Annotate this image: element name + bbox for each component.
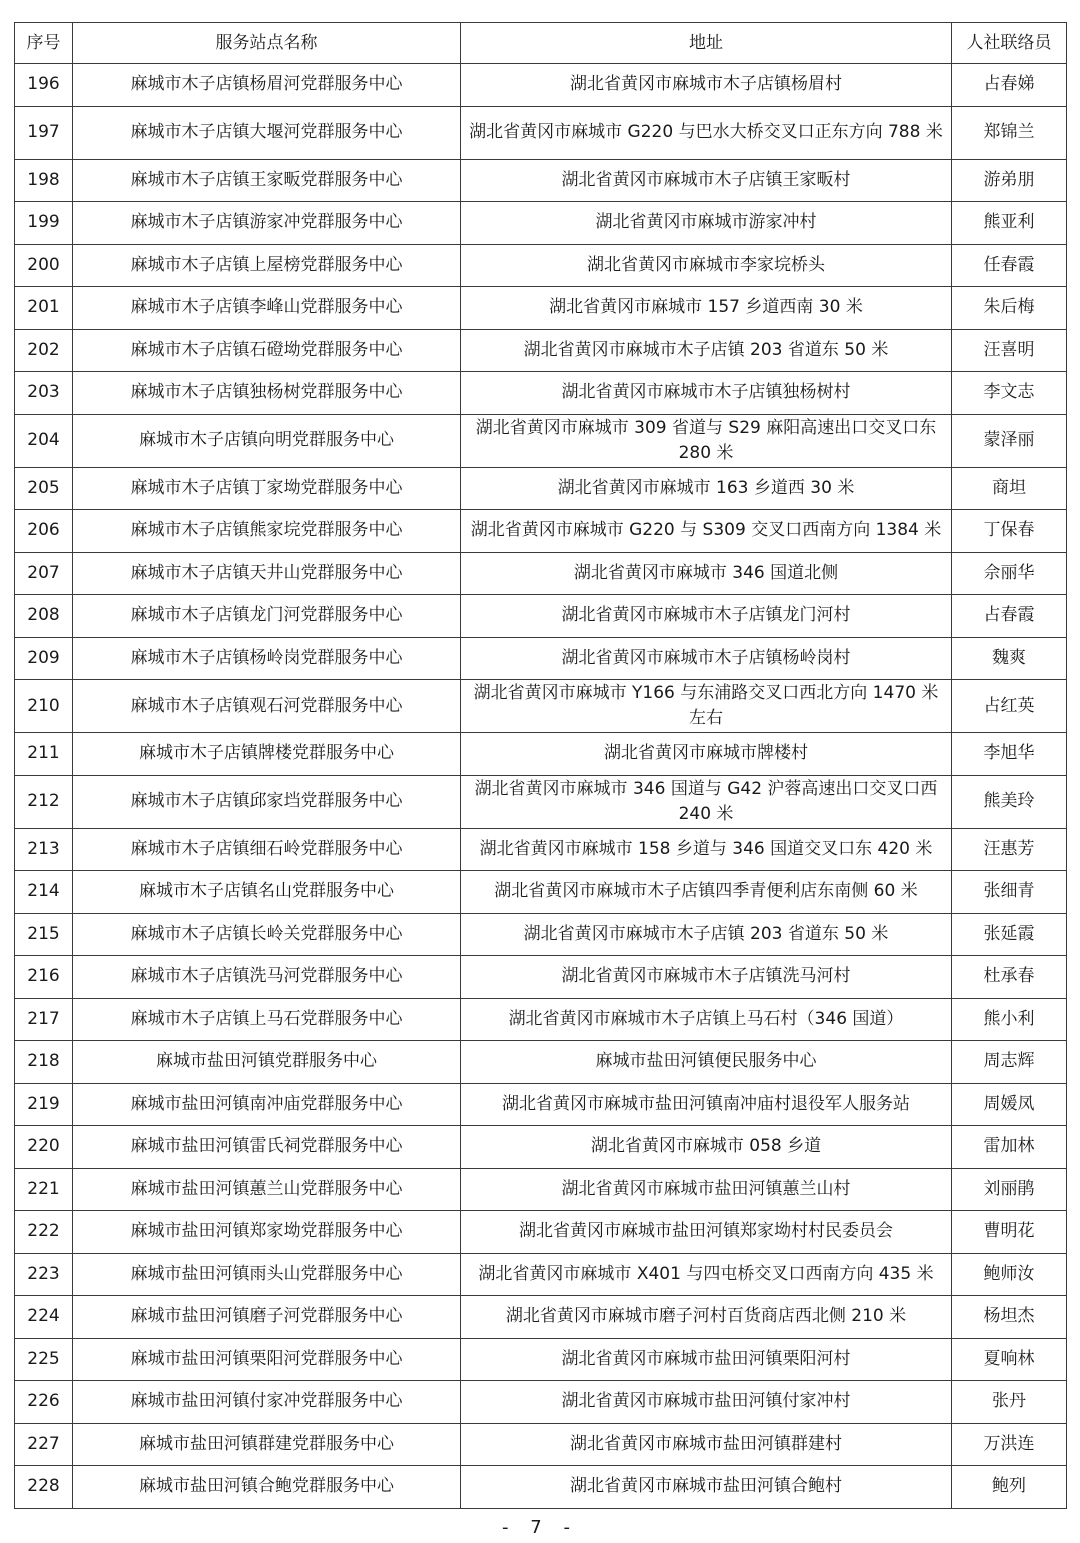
service-station-table: [14, 22, 1067, 1509]
table-row: [15, 1466, 1067, 1509]
cell-address: 麻城市盐田河镇便民服务中心: [461, 1041, 952, 1084]
table-row: [15, 1083, 1067, 1126]
cell-liaison: 张丹: [952, 1381, 1067, 1424]
cell-serial-number: 207: [15, 552, 73, 595]
cell-address: 湖北省黄冈市麻城市木子店镇独杨树村: [461, 372, 952, 415]
table-row: [15, 159, 1067, 202]
header-address: 地址: [461, 23, 952, 64]
cell-station-name: 麻城市盐田河镇党群服务中心: [73, 1041, 461, 1084]
cell-serial-number: 196: [15, 64, 73, 107]
cell-liaison: 张细青: [952, 871, 1067, 914]
cell-liaison: 熊小利: [952, 998, 1067, 1041]
cell-serial-number: 198: [15, 159, 73, 202]
cell-address: 湖北省黄冈市麻城市盐田河镇郑家坳村村民委员会: [461, 1211, 952, 1254]
cell-address: 湖北省黄冈市麻城市 Y166 与东浦路交叉口西北方向 1470 米左右: [461, 680, 952, 733]
cell-serial-number: 200: [15, 244, 73, 287]
cell-liaison: 占春霞: [952, 595, 1067, 638]
cell-address: 湖北省黄冈市麻城市盐田河镇栗阳河村: [461, 1338, 952, 1381]
cell-address: 湖北省黄冈市麻城市木子店镇 203 省道东 50 米: [461, 913, 952, 956]
cell-liaison: 雷加林: [952, 1126, 1067, 1169]
cell-station-name: 麻城市木子店镇李峰山党群服务中心: [73, 287, 461, 330]
table-row: [15, 913, 1067, 956]
table-row: [15, 1168, 1067, 1211]
cell-serial-number: 213: [15, 828, 73, 871]
table-row: [15, 680, 1067, 733]
cell-serial-number: 197: [15, 106, 73, 159]
cell-serial-number: 227: [15, 1423, 73, 1466]
cell-station-name: 麻城市木子店镇龙门河党群服务中心: [73, 595, 461, 638]
cell-serial-number: 218: [15, 1041, 73, 1084]
table-row: [15, 956, 1067, 999]
cell-liaison: 熊美玲: [952, 775, 1067, 828]
cell-liaison: 杨坦杰: [952, 1296, 1067, 1339]
cell-station-name: 麻城市盐田河镇郑家坳党群服务中心: [73, 1211, 461, 1254]
cell-address: 湖北省黄冈市麻城市 157 乡道西南 30 米: [461, 287, 952, 330]
cell-station-name: 麻城市盐田河镇合鲍党群服务中心: [73, 1466, 461, 1509]
table-row: [15, 1041, 1067, 1084]
table-row: [15, 329, 1067, 372]
cell-address: 湖北省黄冈市麻城市李家垸桥头: [461, 244, 952, 287]
cell-liaison: 张延霞: [952, 913, 1067, 956]
cell-liaison: 鲍列: [952, 1466, 1067, 1509]
table-row: [15, 106, 1067, 159]
cell-address: 湖北省黄冈市麻城市 346 国道与 G42 沪蓉高速出口交叉口西 240 米: [461, 775, 952, 828]
cell-liaison: 鲍师汝: [952, 1253, 1067, 1296]
cell-serial-number: 219: [15, 1083, 73, 1126]
cell-address: 湖北省黄冈市麻城市盐田河镇付家冲村: [461, 1381, 952, 1424]
header-liaison: 人社联络员: [952, 23, 1067, 64]
cell-station-name: 麻城市盐田河镇磨子河党群服务中心: [73, 1296, 461, 1339]
cell-serial-number: 209: [15, 637, 73, 680]
cell-station-name: 麻城市木子店镇洗马河党群服务中心: [73, 956, 461, 999]
table-row: [15, 414, 1067, 467]
cell-serial-number: 222: [15, 1211, 73, 1254]
cell-liaison: 蒙泽丽: [952, 414, 1067, 467]
cell-station-name: 麻城市木子店镇名山党群服务中心: [73, 871, 461, 914]
cell-station-name: 麻城市木子店镇牌楼党群服务中心: [73, 733, 461, 776]
cell-liaison: 商坦: [952, 467, 1067, 510]
cell-address: 湖北省黄冈市麻城市 X401 与四屯桥交叉口西南方向 435 米: [461, 1253, 952, 1296]
table-row: [15, 1126, 1067, 1169]
cell-liaison: 佘丽华: [952, 552, 1067, 595]
cell-serial-number: 223: [15, 1253, 73, 1296]
cell-serial-number: 228: [15, 1466, 73, 1509]
cell-serial-number: 203: [15, 372, 73, 415]
cell-station-name: 麻城市盐田河镇雷氏祠党群服务中心: [73, 1126, 461, 1169]
cell-liaison: 朱后梅: [952, 287, 1067, 330]
cell-address: 湖北省黄冈市麻城市 G220 与 S309 交叉口西南方向 1384 米: [461, 510, 952, 553]
cell-address: 湖北省黄冈市麻城市游家冲村: [461, 202, 952, 245]
table-row: [15, 637, 1067, 680]
table-row: [15, 1381, 1067, 1424]
cell-liaison: 刘丽鹃: [952, 1168, 1067, 1211]
table-header-row: [15, 23, 1067, 64]
cell-station-name: 麻城市木子店镇上马石党群服务中心: [73, 998, 461, 1041]
cell-address: 湖北省黄冈市麻城市 309 省道与 S29 麻阳高速出口交叉口东 280 米: [461, 414, 952, 467]
table-row: [15, 1423, 1067, 1466]
cell-address: 湖北省黄冈市麻城市牌楼村: [461, 733, 952, 776]
cell-address: 湖北省黄冈市麻城市盐田河镇群建村: [461, 1423, 952, 1466]
cell-station-name: 麻城市木子店镇杨岭岗党群服务中心: [73, 637, 461, 680]
cell-liaison: 任春霞: [952, 244, 1067, 287]
table-row: [15, 372, 1067, 415]
cell-station-name: 麻城市木子店镇天井山党群服务中心: [73, 552, 461, 595]
table-row: [15, 1296, 1067, 1339]
cell-address: 湖北省黄冈市麻城市 G220 与巴水大桥交叉口正东方向 788 米: [461, 106, 952, 159]
cell-address: 湖北省黄冈市麻城市盐田河镇南冲庙村退役军人服务站: [461, 1083, 952, 1126]
cell-station-name: 麻城市木子店镇上屋榜党群服务中心: [73, 244, 461, 287]
cell-address: 湖北省黄冈市麻城市木子店镇四季青便利店东南侧 60 米: [461, 871, 952, 914]
cell-serial-number: 199: [15, 202, 73, 245]
cell-serial-number: 205: [15, 467, 73, 510]
cell-station-name: 麻城市木子店镇邱家垱党群服务中心: [73, 775, 461, 828]
cell-station-name: 麻城市木子店镇熊家垸党群服务中心: [73, 510, 461, 553]
cell-liaison: 李文志: [952, 372, 1067, 415]
cell-serial-number: 214: [15, 871, 73, 914]
cell-address: 湖北省黄冈市麻城市木子店镇上马石村（346 国道）: [461, 998, 952, 1041]
cell-address: 湖北省黄冈市麻城市木子店镇杨岭岗村: [461, 637, 952, 680]
cell-station-name: 麻城市木子店镇观石河党群服务中心: [73, 680, 461, 733]
cell-station-name: 麻城市盐田河镇栗阳河党群服务中心: [73, 1338, 461, 1381]
table-row: [15, 775, 1067, 828]
cell-liaison: 占红英: [952, 680, 1067, 733]
cell-address: 湖北省黄冈市麻城市 158 乡道与 346 国道交叉口东 420 米: [461, 828, 952, 871]
cell-liaison: 占春娣: [952, 64, 1067, 107]
header-station-name: 服务站点名称: [73, 23, 461, 64]
cell-station-name: 麻城市盐田河镇南冲庙党群服务中心: [73, 1083, 461, 1126]
table-row: [15, 64, 1067, 107]
table-row: [15, 871, 1067, 914]
cell-address: 湖北省黄冈市麻城市盐田河镇蕙兰山村: [461, 1168, 952, 1211]
cell-liaison: 夏响林: [952, 1338, 1067, 1381]
cell-liaison: 郑锦兰: [952, 106, 1067, 159]
table-row: [15, 202, 1067, 245]
cell-liaison: 游弟朋: [952, 159, 1067, 202]
cell-serial-number: 215: [15, 913, 73, 956]
cell-address: 湖北省黄冈市麻城市木子店镇 203 省道东 50 米: [461, 329, 952, 372]
header-serial-number: 序号: [15, 23, 73, 64]
table-row: [15, 1211, 1067, 1254]
cell-serial-number: 212: [15, 775, 73, 828]
cell-station-name: 麻城市盐田河镇雨头山党群服务中心: [73, 1253, 461, 1296]
cell-serial-number: 226: [15, 1381, 73, 1424]
cell-serial-number: 220: [15, 1126, 73, 1169]
table-row: [15, 733, 1067, 776]
cell-station-name: 麻城市木子店镇向明党群服务中心: [73, 414, 461, 467]
cell-liaison: 杜承春: [952, 956, 1067, 999]
cell-station-name: 麻城市木子店镇王家畈党群服务中心: [73, 159, 461, 202]
cell-serial-number: 216: [15, 956, 73, 999]
cell-station-name: 麻城市木子店镇独杨树党群服务中心: [73, 372, 461, 415]
cell-liaison: 汪喜明: [952, 329, 1067, 372]
cell-liaison: 魏爽: [952, 637, 1067, 680]
service-station-table-wrapper: [14, 22, 1066, 1509]
cell-address: 湖北省黄冈市麻城市木子店镇洗马河村: [461, 956, 952, 999]
cell-liaison: 周志辉: [952, 1041, 1067, 1084]
table-row: [15, 287, 1067, 330]
cell-serial-number: 202: [15, 329, 73, 372]
cell-station-name: 麻城市木子店镇细石岭党群服务中心: [73, 828, 461, 871]
cell-serial-number: 206: [15, 510, 73, 553]
table-row: [15, 1253, 1067, 1296]
cell-station-name: 麻城市木子店镇石磴坳党群服务中心: [73, 329, 461, 372]
cell-address: 湖北省黄冈市麻城市木子店镇杨眉村: [461, 64, 952, 107]
table-row: [15, 467, 1067, 510]
cell-address: 湖北省黄冈市麻城市木子店镇王家畈村: [461, 159, 952, 202]
cell-address: 湖北省黄冈市麻城市盐田河镇合鲍村: [461, 1466, 952, 1509]
cell-serial-number: 204: [15, 414, 73, 467]
cell-serial-number: 208: [15, 595, 73, 638]
cell-liaison: 周媛凤: [952, 1083, 1067, 1126]
table-row: [15, 510, 1067, 553]
table-body: [15, 64, 1067, 1509]
cell-liaison: 丁保春: [952, 510, 1067, 553]
cell-station-name: 麻城市木子店镇长岭关党群服务中心: [73, 913, 461, 956]
table-row: [15, 828, 1067, 871]
cell-serial-number: 224: [15, 1296, 73, 1339]
cell-liaison: 熊亚利: [952, 202, 1067, 245]
cell-station-name: 麻城市盐田河镇蕙兰山党群服务中心: [73, 1168, 461, 1211]
cell-serial-number: 201: [15, 287, 73, 330]
table-row: [15, 552, 1067, 595]
cell-address: 湖北省黄冈市麻城市 346 国道北侧: [461, 552, 952, 595]
cell-station-name: 麻城市木子店镇丁家坳党群服务中心: [73, 467, 461, 510]
cell-serial-number: 211: [15, 733, 73, 776]
cell-serial-number: 210: [15, 680, 73, 733]
cell-station-name: 麻城市木子店镇杨眉河党群服务中心: [73, 64, 461, 107]
table-row: [15, 998, 1067, 1041]
cell-station-name: 麻城市木子店镇游家冲党群服务中心: [73, 202, 461, 245]
cell-liaison: 万洪连: [952, 1423, 1067, 1466]
cell-address: 湖北省黄冈市麻城市 163 乡道西 30 米: [461, 467, 952, 510]
cell-address: 湖北省黄冈市麻城市磨子河村百货商店西北侧 210 米: [461, 1296, 952, 1339]
cell-address: 湖北省黄冈市麻城市木子店镇龙门河村: [461, 595, 952, 638]
table-row: [15, 1338, 1067, 1381]
cell-station-name: 麻城市木子店镇大堰河党群服务中心: [73, 106, 461, 159]
cell-serial-number: 217: [15, 998, 73, 1041]
cell-address: 湖北省黄冈市麻城市 058 乡道: [461, 1126, 952, 1169]
cell-liaison: 曹明花: [952, 1211, 1067, 1254]
cell-serial-number: 221: [15, 1168, 73, 1211]
cell-station-name: 麻城市盐田河镇群建党群服务中心: [73, 1423, 461, 1466]
cell-liaison: 李旭华: [952, 733, 1067, 776]
cell-liaison: 汪惠芳: [952, 828, 1067, 871]
table-row: [15, 595, 1067, 638]
cell-station-name: 麻城市盐田河镇付家冲党群服务中心: [73, 1381, 461, 1424]
table-row: [15, 244, 1067, 287]
page-number: - 7 -: [502, 1517, 578, 1538]
cell-serial-number: 225: [15, 1338, 73, 1381]
